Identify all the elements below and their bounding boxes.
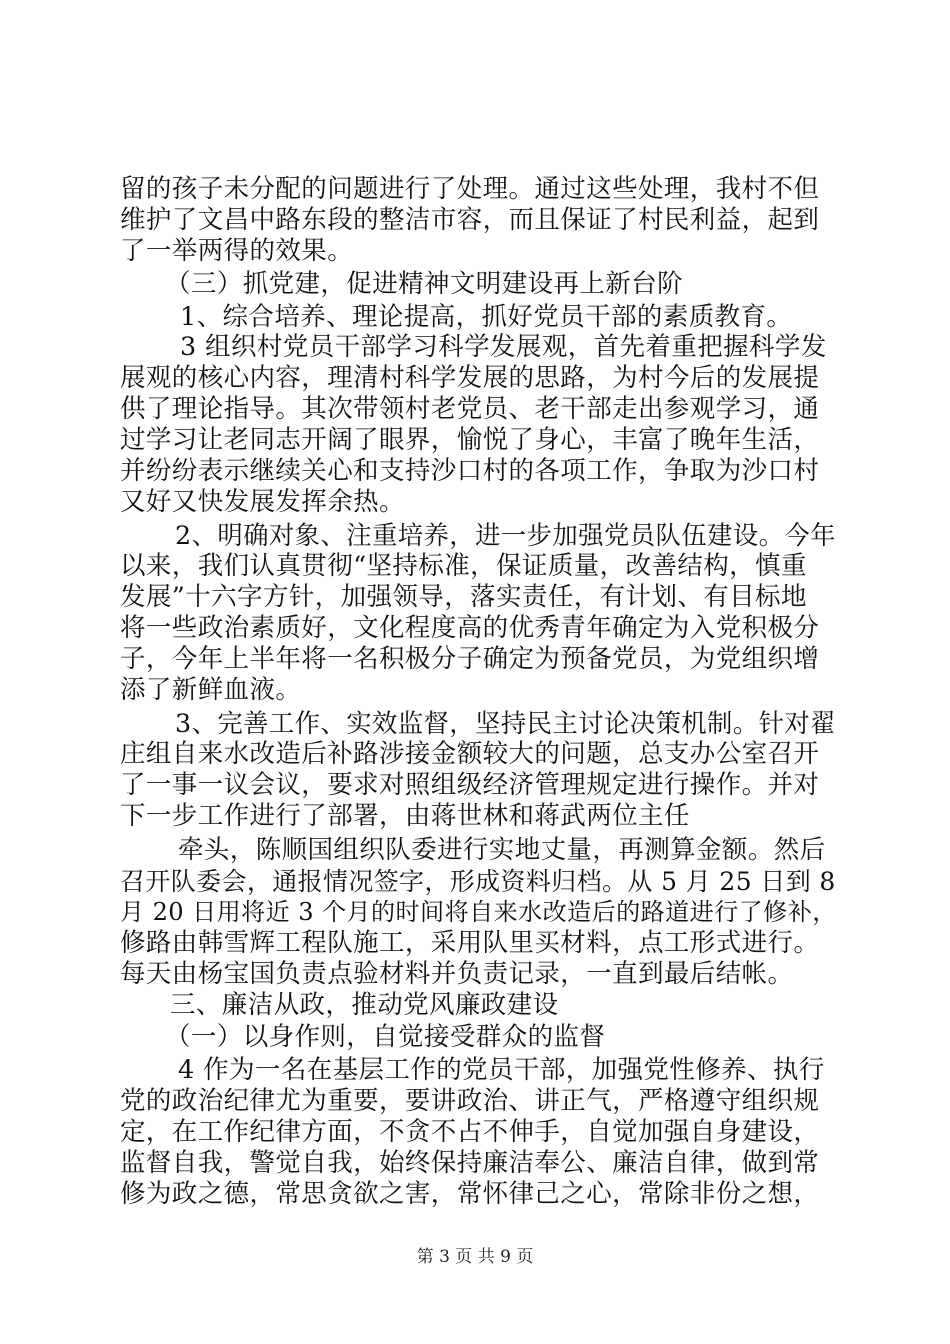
text-line: 修为政之德，常思贪欲之害，常怀律己之心，常除非份之想， — [120, 1179, 820, 1209]
text-line: 修路由韩雪辉工程队施工，采用队里买材料，点工形式进行。 — [120, 928, 820, 958]
text-line: 展观的核心内容，理清村科学发展的思路，为村今后的发展提 — [120, 363, 820, 393]
text-line: 发展”十六字方针，加强领导，落实责任，有计划、有目标地 — [120, 582, 807, 612]
text-line: 每天由杨宝国负责点验材料并负责记录，一直到最后结帐。 — [120, 959, 794, 989]
text-line: 庄组自来水改造后补路涉接金额较大的问题，总支办公室召开 — [120, 739, 820, 769]
text-line: 又好又快发展发挥余热。 — [120, 487, 405, 517]
text-line: 党的政治纪律尤为重要，要讲政治、讲正气，严格遵守组织规 — [120, 1086, 820, 1116]
text-line: 添了新鲜血液。 — [120, 675, 302, 705]
text-line: 3、完善工作、实效监督，坚持民主讨论决策机制。针对翟 — [175, 708, 836, 738]
subsection-heading: 1、综合培养、理论提高，抓好党员干部的素质教育。 — [180, 302, 793, 332]
text-line: 牵头，陈顺国组织队委进行实地丈量，再测算金额。然后 — [178, 835, 826, 865]
text-line: 留的孩子未分配的问题进行了处理。通过这些处理，我村不但 — [120, 174, 820, 204]
text-line: 以来，我们认真贯彻“坚持标准，保证质量，改善结构，慎重 — [120, 551, 807, 581]
text-line: 了一举两得的效果。 — [120, 236, 354, 266]
text-line: 过学习让老同志开阔了眼界，愉悦了身心，丰富了晚年生活， — [120, 425, 820, 455]
text-line: 将一些政治素质好，文化程度高的优秀青年确定为入党积极分 — [120, 613, 820, 643]
section-heading: （三）抓党建，促进精神文明建设再上新台阶 — [165, 269, 684, 299]
text-line: 4 作为一名在基层工作的党员干部，加强党性修养、执行 — [178, 1055, 825, 1085]
text-line: 下一步工作进行了部署，由蒋世林和蒋武两位主任 — [120, 801, 690, 831]
text-line: 监督自我，警觉自我，始终保持廉洁奉公、廉洁自律，做到常 — [120, 1148, 820, 1178]
text-line: 召开队委会，通报情况签字，形成资料归档。从 5 月 25 日到 8 — [120, 867, 836, 896]
text-line: 3 组织村党员干部学习科学发展观，首先着重把握科学发 — [180, 332, 827, 362]
text-line: 了一事一议会议，要求对照组级经济管理规定进行操作。并对 — [120, 770, 820, 800]
text-line: 子，今年上半年将一名积极分子确定为预备党员，为党组织增 — [120, 644, 820, 674]
text-line: 2、明确对象、注重培养，进一步加强党员队伍建设。今年 — [175, 520, 836, 550]
text-line: 并纷纷表示继续关心和支持沙口村的各项工作，争取为沙口村 — [120, 456, 820, 486]
section-heading: 三、廉洁从政，推动党风廉政建设 — [170, 990, 559, 1020]
text-line: 月 20 日用将近 3 个月的时间将自来水改造后的路道进行了修补， — [120, 898, 837, 926]
text-line: 维护了文昌中路东段的整洁市容，而且保证了村民利益，起到 — [120, 205, 820, 235]
subsection-heading: （一）以身作则，自觉接受群众的监督 — [165, 1022, 606, 1052]
text-line: 定，在工作纪律方面，不贪不占不伸手，自觉加强自身建设， — [120, 1117, 820, 1147]
page-number: 第 3 页 共 9 页 — [416, 1247, 534, 1267]
text-line: 供了理论指导。其次带领村老党员、老干部走出参观学习，通 — [120, 394, 820, 424]
